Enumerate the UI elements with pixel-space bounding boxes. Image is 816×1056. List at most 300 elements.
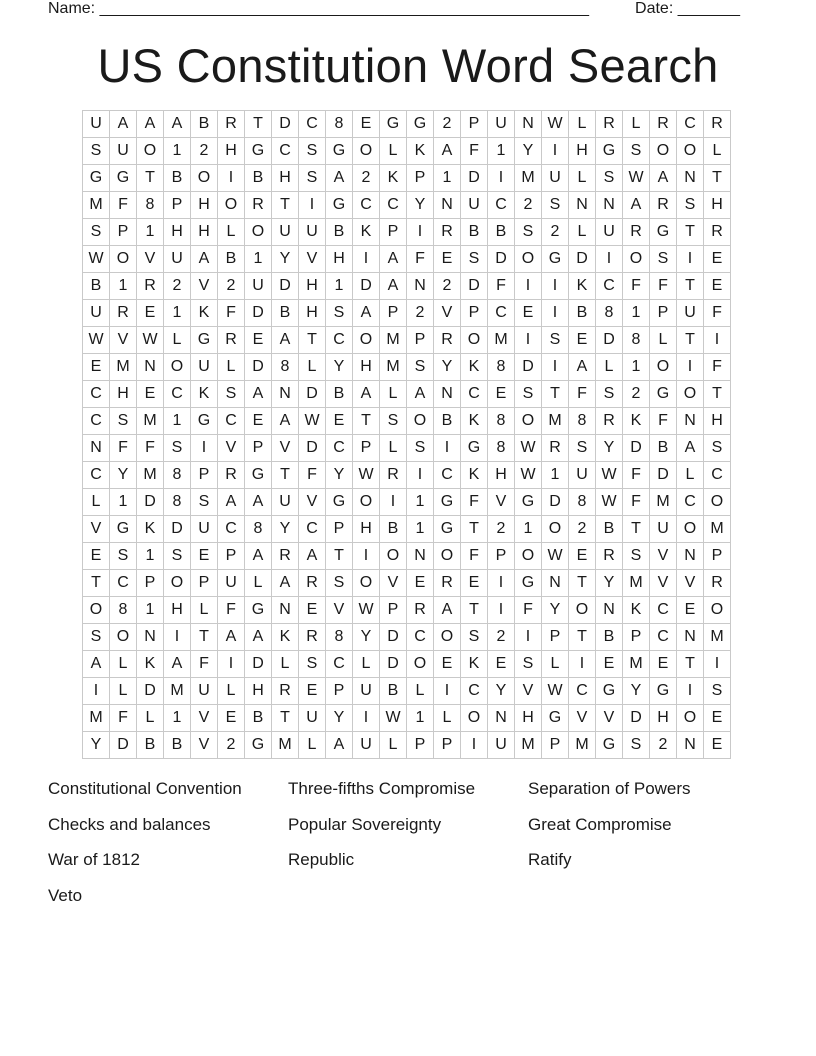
grid-cell[interactable]: C [272,138,299,165]
grid-cell[interactable]: R [272,543,299,570]
grid-cell[interactable]: I [515,327,542,354]
grid-cell[interactable]: C [353,192,380,219]
grid-cell[interactable]: Y [623,678,650,705]
grid-cell[interactable]: Y [272,246,299,273]
grid-cell[interactable]: I [353,246,380,273]
grid-cell[interactable]: V [191,273,218,300]
grid-cell[interactable]: G [83,165,110,192]
grid-cell[interactable]: A [623,192,650,219]
grid-cell[interactable]: I [677,354,704,381]
grid-cell[interactable]: O [677,705,704,732]
grid-cell[interactable]: L [542,651,569,678]
grid-cell[interactable]: U [218,570,245,597]
grid-cell[interactable]: P [488,543,515,570]
grid-cell[interactable]: U [299,705,326,732]
grid-cell[interactable]: U [83,111,110,138]
grid-cell[interactable]: D [272,273,299,300]
grid-cell[interactable]: H [704,192,731,219]
grid-cell[interactable]: D [542,489,569,516]
grid-cell[interactable]: C [164,381,191,408]
grid-cell[interactable]: C [677,111,704,138]
grid-cell[interactable]: D [623,435,650,462]
grid-cell[interactable]: 2 [407,300,434,327]
grid-cell[interactable]: O [677,516,704,543]
grid-cell[interactable]: O [515,408,542,435]
grid-cell[interactable]: A [353,300,380,327]
grid-cell[interactable]: 2 [650,732,677,759]
grid-cell[interactable]: L [380,732,407,759]
grid-cell[interactable]: T [677,651,704,678]
grid-cell[interactable]: F [110,435,137,462]
grid-cell[interactable]: G [110,516,137,543]
grid-cell[interactable]: 8 [326,111,353,138]
grid-cell[interactable]: 2 [218,273,245,300]
grid-cell[interactable]: 1 [137,597,164,624]
grid-cell[interactable]: Y [353,624,380,651]
grid-cell[interactable]: 1 [164,408,191,435]
grid-cell[interactable]: V [596,705,623,732]
grid-cell[interactable]: 2 [542,219,569,246]
grid-cell[interactable]: E [704,273,731,300]
grid-cell[interactable]: L [569,219,596,246]
grid-cell[interactable]: 1 [110,273,137,300]
grid-cell[interactable]: H [353,516,380,543]
grid-cell[interactable]: C [461,678,488,705]
grid-cell[interactable]: B [191,111,218,138]
grid-cell[interactable]: 8 [272,354,299,381]
grid-cell[interactable]: G [245,732,272,759]
grid-cell[interactable]: N [83,435,110,462]
grid-cell[interactable]: U [191,516,218,543]
grid-cell[interactable]: E [137,300,164,327]
grid-cell[interactable]: M [488,327,515,354]
grid-cell[interactable]: W [542,543,569,570]
grid-cell[interactable]: I [407,219,434,246]
grid-cell[interactable]: C [650,624,677,651]
grid-cell[interactable]: F [650,273,677,300]
grid-cell[interactable]: Y [272,516,299,543]
grid-cell[interactable]: H [650,705,677,732]
grid-cell[interactable]: N [272,381,299,408]
grid-cell[interactable]: F [110,705,137,732]
grid-cell[interactable]: K [623,408,650,435]
grid-cell[interactable]: T [272,462,299,489]
grid-cell[interactable]: W [299,408,326,435]
grid-cell[interactable]: R [434,219,461,246]
grid-cell[interactable]: 1 [164,138,191,165]
grid-cell[interactable]: G [245,462,272,489]
grid-cell[interactable]: 1 [164,300,191,327]
grid-cell[interactable]: C [434,462,461,489]
grid-cell[interactable]: I [488,597,515,624]
grid-cell[interactable]: R [245,192,272,219]
grid-cell[interactable]: S [299,165,326,192]
grid-cell[interactable]: H [515,705,542,732]
grid-cell[interactable]: V [677,570,704,597]
grid-cell[interactable]: D [380,651,407,678]
grid-cell[interactable]: I [515,624,542,651]
grid-cell[interactable]: R [704,111,731,138]
grid-cell[interactable]: S [326,570,353,597]
grid-cell[interactable]: A [407,381,434,408]
grid-cell[interactable]: N [596,192,623,219]
grid-cell[interactable]: U [272,489,299,516]
grid-cell[interactable]: N [434,192,461,219]
grid-cell[interactable]: B [272,300,299,327]
grid-cell[interactable]: L [569,165,596,192]
grid-cell[interactable]: V [650,543,677,570]
grid-cell[interactable]: C [569,678,596,705]
grid-cell[interactable]: P [137,570,164,597]
grid-cell[interactable]: D [461,273,488,300]
grid-cell[interactable]: 1 [623,354,650,381]
grid-cell[interactable]: L [218,219,245,246]
grid-cell[interactable]: 2 [623,381,650,408]
grid-cell[interactable]: Y [596,435,623,462]
grid-cell[interactable]: D [623,705,650,732]
grid-cell[interactable]: S [515,651,542,678]
grid-cell[interactable]: E [245,327,272,354]
grid-cell[interactable]: O [461,327,488,354]
grid-cell[interactable]: 8 [164,462,191,489]
grid-cell[interactable]: B [164,165,191,192]
grid-cell[interactable]: F [569,381,596,408]
grid-cell[interactable]: U [353,678,380,705]
grid-cell[interactable]: I [461,732,488,759]
grid-cell[interactable]: T [569,624,596,651]
grid-cell[interactable]: I [191,435,218,462]
grid-cell[interactable]: Y [326,705,353,732]
grid-cell[interactable]: O [245,219,272,246]
grid-cell[interactable]: W [353,462,380,489]
grid-cell[interactable]: L [434,705,461,732]
grid-cell[interactable]: L [191,597,218,624]
grid-cell[interactable]: H [164,219,191,246]
grid-cell[interactable]: W [380,705,407,732]
grid-cell[interactable]: G [434,489,461,516]
grid-cell[interactable]: K [461,462,488,489]
grid-cell[interactable]: G [191,327,218,354]
grid-cell[interactable]: T [461,597,488,624]
grid-cell[interactable]: N [407,273,434,300]
grid-cell[interactable]: E [488,651,515,678]
grid-cell[interactable]: R [380,462,407,489]
grid-cell[interactable]: N [677,408,704,435]
grid-cell[interactable]: S [164,435,191,462]
grid-cell[interactable]: K [380,165,407,192]
grid-cell[interactable]: U [488,732,515,759]
grid-cell[interactable]: F [110,192,137,219]
grid-cell[interactable]: B [83,273,110,300]
grid-cell[interactable]: 1 [407,489,434,516]
grid-cell[interactable]: B [245,705,272,732]
grid-cell[interactable]: D [299,435,326,462]
grid-cell[interactable]: D [380,624,407,651]
grid-cell[interactable]: T [326,543,353,570]
grid-cell[interactable]: E [569,543,596,570]
grid-cell[interactable]: L [380,381,407,408]
grid-cell[interactable]: H [191,192,218,219]
grid-cell[interactable]: G [515,489,542,516]
grid-cell[interactable]: A [677,435,704,462]
grid-cell[interactable]: L [218,354,245,381]
grid-cell[interactable]: B [434,408,461,435]
grid-cell[interactable]: E [353,111,380,138]
grid-cell[interactable]: S [164,543,191,570]
grid-cell[interactable]: 2 [353,165,380,192]
grid-cell[interactable]: T [272,192,299,219]
grid-cell[interactable]: Y [407,192,434,219]
grid-cell[interactable]: T [542,381,569,408]
grid-cell[interactable]: A [272,327,299,354]
grid-cell[interactable]: G [542,246,569,273]
grid-cell[interactable]: R [596,111,623,138]
grid-cell[interactable]: 1 [515,516,542,543]
grid-cell[interactable]: L [110,678,137,705]
grid-cell[interactable]: H [191,219,218,246]
grid-cell[interactable]: U [299,219,326,246]
grid-cell[interactable]: W [623,165,650,192]
grid-cell[interactable]: 8 [596,300,623,327]
grid-cell[interactable]: R [137,273,164,300]
grid-cell[interactable]: R [650,192,677,219]
grid-cell[interactable]: I [218,651,245,678]
grid-cell[interactable]: W [542,678,569,705]
grid-cell[interactable]: 8 [569,408,596,435]
grid-cell[interactable]: L [596,354,623,381]
grid-cell[interactable]: N [137,354,164,381]
grid-cell[interactable]: E [704,246,731,273]
grid-cell[interactable]: H [164,597,191,624]
grid-cell[interactable]: Y [83,732,110,759]
grid-cell[interactable]: I [380,489,407,516]
grid-cell[interactable]: U [461,192,488,219]
grid-cell[interactable]: V [650,570,677,597]
grid-cell[interactable]: I [488,165,515,192]
grid-cell[interactable]: A [272,408,299,435]
grid-cell[interactable]: O [704,489,731,516]
grid-cell[interactable]: 8 [110,597,137,624]
grid-cell[interactable]: L [83,489,110,516]
grid-cell[interactable]: O [110,624,137,651]
grid-cell[interactable]: E [407,570,434,597]
grid-cell[interactable]: P [326,516,353,543]
grid-cell[interactable]: N [677,732,704,759]
grid-cell[interactable]: F [407,246,434,273]
grid-cell[interactable]: K [191,300,218,327]
grid-cell[interactable]: 8 [488,408,515,435]
grid-cell[interactable]: B [569,300,596,327]
grid-cell[interactable]: G [245,138,272,165]
grid-cell[interactable]: I [83,678,110,705]
date-line[interactable]: Date: _______ [635,0,740,17]
grid-cell[interactable]: E [515,300,542,327]
grid-cell[interactable]: G [191,408,218,435]
grid-cell[interactable]: M [569,732,596,759]
grid-cell[interactable]: E [299,597,326,624]
grid-cell[interactable]: K [461,651,488,678]
grid-cell[interactable]: F [623,273,650,300]
grid-cell[interactable]: I [542,273,569,300]
grid-cell[interactable]: V [218,435,245,462]
grid-cell[interactable]: E [569,327,596,354]
grid-cell[interactable]: 1 [137,219,164,246]
grid-cell[interactable]: B [461,219,488,246]
grid-cell[interactable]: P [191,570,218,597]
grid-cell[interactable]: B [380,516,407,543]
grid-cell[interactable]: B [596,624,623,651]
grid-cell[interactable]: T [677,273,704,300]
grid-cell[interactable]: L [569,111,596,138]
grid-cell[interactable]: I [407,462,434,489]
grid-cell[interactable]: M [164,678,191,705]
grid-cell[interactable]: E [137,381,164,408]
grid-cell[interactable]: W [83,327,110,354]
grid-cell[interactable]: A [434,597,461,624]
grid-cell[interactable]: H [704,408,731,435]
grid-cell[interactable]: L [299,732,326,759]
grid-cell[interactable]: S [569,435,596,462]
grid-cell[interactable]: V [110,327,137,354]
grid-cell[interactable]: G [515,570,542,597]
grid-cell[interactable]: D [461,165,488,192]
grid-cell[interactable]: D [488,246,515,273]
grid-cell[interactable]: T [569,570,596,597]
grid-cell[interactable]: P [434,732,461,759]
grid-cell[interactable]: Y [488,678,515,705]
grid-cell[interactable]: S [704,678,731,705]
grid-cell[interactable]: H [110,381,137,408]
grid-cell[interactable]: A [245,381,272,408]
grid-cell[interactable]: I [704,327,731,354]
grid-cell[interactable]: F [623,462,650,489]
grid-cell[interactable]: I [569,651,596,678]
grid-cell[interactable]: O [191,165,218,192]
grid-cell[interactable]: R [650,111,677,138]
grid-cell[interactable]: W [353,597,380,624]
grid-cell[interactable]: U [542,165,569,192]
grid-cell[interactable]: P [407,327,434,354]
grid-cell[interactable]: G [650,381,677,408]
grid-cell[interactable]: F [650,408,677,435]
grid-cell[interactable]: 1 [488,138,515,165]
grid-cell[interactable]: E [434,246,461,273]
grid-cell[interactable]: M [542,408,569,435]
grid-cell[interactable]: C [218,408,245,435]
grid-cell[interactable]: E [326,408,353,435]
grid-cell[interactable]: H [569,138,596,165]
grid-cell[interactable]: R [704,570,731,597]
grid-cell[interactable]: Y [542,597,569,624]
grid-cell[interactable]: T [272,705,299,732]
grid-cell[interactable]: R [434,327,461,354]
grid-cell[interactable]: P [461,111,488,138]
grid-cell[interactable]: 8 [488,435,515,462]
grid-cell[interactable]: B [218,246,245,273]
grid-cell[interactable]: 2 [569,516,596,543]
grid-cell[interactable]: O [380,543,407,570]
grid-cell[interactable]: V [515,678,542,705]
grid-cell[interactable]: G [650,219,677,246]
grid-cell[interactable]: C [677,489,704,516]
grid-cell[interactable]: 2 [434,111,461,138]
grid-cell[interactable]: T [677,327,704,354]
grid-cell[interactable]: E [218,705,245,732]
grid-cell[interactable]: W [137,327,164,354]
grid-cell[interactable]: G [596,678,623,705]
grid-cell[interactable]: 8 [569,489,596,516]
grid-cell[interactable]: H [245,678,272,705]
grid-cell[interactable]: R [623,219,650,246]
grid-cell[interactable]: 2 [488,516,515,543]
grid-cell[interactable]: A [326,732,353,759]
grid-cell[interactable]: I [353,543,380,570]
grid-cell[interactable]: W [596,462,623,489]
grid-cell[interactable]: K [191,381,218,408]
grid-cell[interactable]: H [353,354,380,381]
grid-cell[interactable]: E [677,597,704,624]
grid-cell[interactable]: C [488,300,515,327]
grid-cell[interactable]: D [299,381,326,408]
grid-cell[interactable]: U [596,219,623,246]
grid-cell[interactable]: S [218,381,245,408]
grid-cell[interactable]: I [434,435,461,462]
grid-cell[interactable]: F [515,597,542,624]
grid-cell[interactable]: R [596,543,623,570]
grid-cell[interactable]: 2 [191,138,218,165]
grid-cell[interactable]: K [272,624,299,651]
grid-cell[interactable]: M [380,354,407,381]
grid-cell[interactable]: L [137,705,164,732]
grid-cell[interactable]: B [137,732,164,759]
grid-cell[interactable]: 8 [488,354,515,381]
grid-cell[interactable]: S [380,408,407,435]
grid-cell[interactable]: T [353,408,380,435]
grid-cell[interactable]: G [596,732,623,759]
grid-cell[interactable]: H [299,273,326,300]
grid-cell[interactable]: M [515,165,542,192]
grid-cell[interactable]: 8 [164,489,191,516]
grid-cell[interactable]: M [110,354,137,381]
grid-cell[interactable]: M [83,705,110,732]
grid-cell[interactable]: O [218,192,245,219]
grid-cell[interactable]: A [245,543,272,570]
grid-cell[interactable]: I [704,651,731,678]
grid-cell[interactable]: Y [596,570,623,597]
grid-cell[interactable]: R [110,300,137,327]
grid-cell[interactable]: E [83,354,110,381]
grid-cell[interactable]: Y [434,354,461,381]
grid-cell[interactable]: E [704,705,731,732]
grid-cell[interactable]: V [380,570,407,597]
grid-cell[interactable]: 2 [434,273,461,300]
grid-cell[interactable]: C [704,462,731,489]
grid-cell[interactable]: I [488,570,515,597]
grid-cell[interactable]: 8 [623,327,650,354]
grid-cell[interactable]: H [299,300,326,327]
grid-cell[interactable]: E [461,570,488,597]
grid-cell[interactable]: F [137,435,164,462]
grid-cell[interactable]: 1 [164,705,191,732]
grid-cell[interactable]: R [218,327,245,354]
grid-cell[interactable]: U [191,354,218,381]
grid-cell[interactable]: M [137,462,164,489]
grid-cell[interactable]: U [650,516,677,543]
grid-cell[interactable]: E [191,543,218,570]
grid-cell[interactable]: M [704,516,731,543]
grid-cell[interactable]: S [83,219,110,246]
grid-cell[interactable]: O [542,516,569,543]
